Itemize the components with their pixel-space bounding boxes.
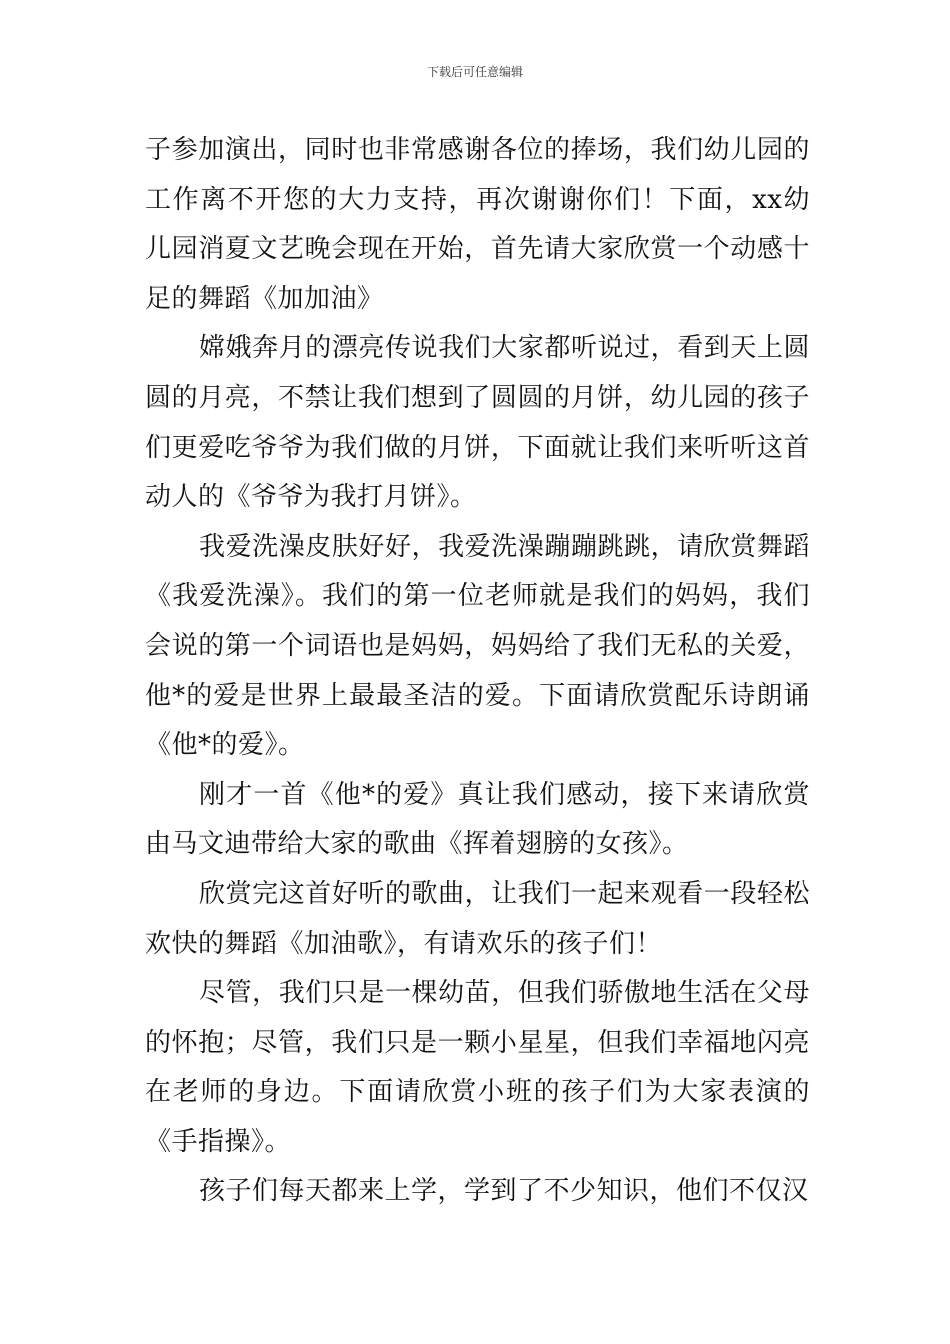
paragraph-2: 嫦娥奔月的漂亮传说我们大家都听说过，看到天上圆圆的月亮，不禁让我们想到了圆圆的月饼，幼儿园的孩子们更爱吃爷爷为我们做的月饼，下面就让我们来听听这首动人的《爷爷为我打月饼》。 xyxy=(145,333,810,513)
paragraph-7: 孩子们每天都来上学，学到了不少知识，他们不仅汉 xyxy=(199,1176,809,1207)
document-body xyxy=(145,126,810,1217)
paragraph-6: 尽管，我们只是一棵幼苗，但我们骄傲地生活在父母的怀抱；尽管，我们只是一颗小星星，但我们幸福地闪亮在老师的身边。下面请欣赏小班的孩子们为大家表演的《手指操》。 xyxy=(145,978,810,1157)
paragraph-3: 我爱洗澡皮肤好好，我爱洗澡蹦蹦跳跳，请欣赏舞蹈《我爱洗澡》。我们的第一位老师就是我们的妈妈，我们会说的第一个词语也是妈妈，妈妈给了我们无私的关爱，他*的爱是世界上最最圣洁的爱。下面请欣赏配乐诗朗诵《他*的爱》。 xyxy=(145,531,810,761)
page-header: 下载后可任意编辑 xyxy=(426,65,523,79)
paragraph-5: 欣赏完这首好听的歌曲，让我们一起来观看一段轻松欢快的舞蹈《加油歌》，有请欢乐的孩子们！ xyxy=(145,878,810,959)
paragraph-1: 子参加演出，同时也非常感谢各位的捧场，我们幼儿园的工作离不开您的大力支持，再次谢谢你们！下面，xx幼儿园消夏文艺晚会现在开始，首先请大家欣赏一个动感十足的舞蹈《加加油》 xyxy=(145,135,810,314)
paragraph-4: 刚才一首《他*的爱》真让我们感动，接下来请欣赏由马文迪带给大家的歌曲《挥着翅膀的女孩》。 xyxy=(145,779,810,860)
